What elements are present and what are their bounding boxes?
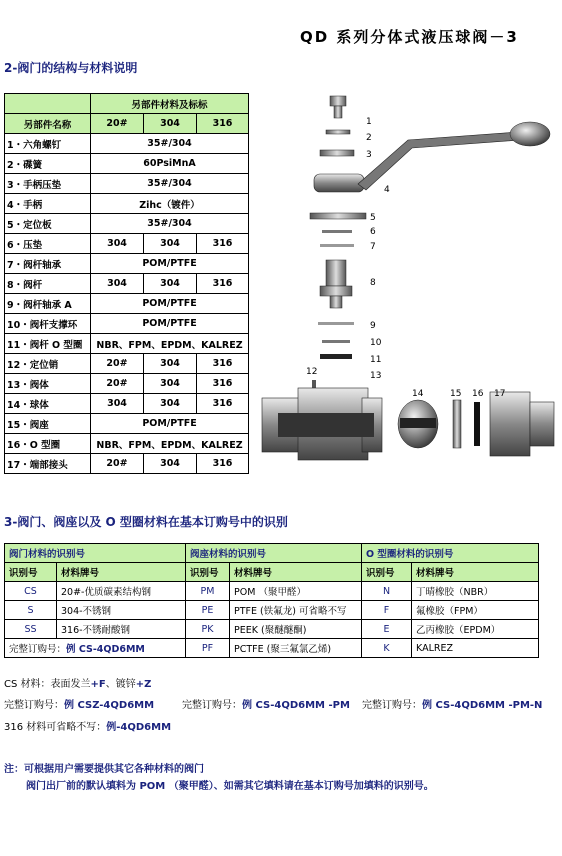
- diagram-label: 2: [366, 133, 372, 143]
- stem-support-ring-part: [322, 340, 350, 343]
- part-name: 17・端部接头: [5, 454, 91, 474]
- part-material: 20#: [91, 374, 144, 394]
- part-name: 5・定位板: [5, 214, 91, 234]
- diagram-label: 17: [494, 389, 506, 399]
- table-row: [5, 334, 249, 354]
- diagram-label: 5: [370, 213, 376, 223]
- diagram-label: 16: [472, 389, 484, 399]
- diagram-label: 15: [450, 389, 462, 399]
- part-name: 4・手柄: [5, 194, 91, 214]
- table-row: [5, 194, 249, 214]
- code-cell: N: [362, 582, 412, 601]
- part-material: POM/PTFE: [91, 254, 249, 274]
- diagram-label: 6: [370, 227, 376, 237]
- oring-part: [474, 402, 480, 446]
- part-name: 12・定位销: [5, 354, 91, 374]
- part-material: 35#/304: [91, 174, 249, 194]
- part-material: 304: [144, 374, 197, 394]
- group-header: O 型圈材料的识别号: [362, 544, 539, 563]
- group-header: 阀门材料的识别号: [5, 544, 186, 563]
- end-connector-part: [490, 392, 554, 456]
- part-name: 8・阀杆: [5, 274, 91, 294]
- part-name: 3・手柄压垫: [5, 174, 91, 194]
- part-material: 304: [144, 274, 197, 294]
- part-material: POM/PTFE: [91, 294, 249, 314]
- part-material: 316: [197, 354, 249, 374]
- part-material: 316: [197, 274, 249, 294]
- handle-pad-part: [320, 150, 354, 156]
- table-row: [5, 374, 249, 394]
- material-cell: 丁晴橡胶（NBR）: [412, 582, 539, 601]
- col-header: 20#: [91, 114, 144, 134]
- material-cell: 乙丙橡胶（EPDM）: [412, 620, 539, 639]
- hex-bolt-part: [330, 96, 346, 118]
- part-material: 316: [197, 454, 249, 474]
- part-material: 316: [197, 374, 249, 394]
- parts-material-table: [4, 93, 249, 474]
- position-plate-part: [310, 213, 366, 219]
- diagram-label: 11: [370, 355, 382, 365]
- part-material: 304: [144, 234, 197, 254]
- material-cell: 304-不锈钢: [57, 601, 186, 620]
- sub-header: 识别号: [186, 563, 230, 582]
- oring-code: K: [362, 639, 412, 658]
- diagram-label: 7: [370, 242, 376, 252]
- part-material: POM/PTFE: [91, 314, 249, 334]
- col-header: 另部件名称: [5, 114, 91, 134]
- part-material: 35#/304: [91, 134, 249, 154]
- seat-part: [453, 400, 461, 448]
- valve-body-part: [262, 388, 382, 460]
- code-cell: PM: [186, 582, 230, 601]
- table-row: [5, 414, 249, 434]
- code-cell: S: [5, 601, 57, 620]
- table-row: [5, 274, 249, 294]
- part-name: 1・六角螺钉: [5, 134, 91, 154]
- table-row: [5, 294, 249, 314]
- sub-header: 识别号: [5, 563, 57, 582]
- diagram-label: 12: [306, 367, 318, 377]
- order-example-3: 完整订购号：例 CS-4QD6MM -PM-N: [362, 700, 543, 711]
- table-row: [5, 454, 249, 474]
- part-name: 16・O 型圈: [5, 434, 91, 454]
- part-material: 316: [197, 394, 249, 414]
- part-material: 20#: [91, 454, 144, 474]
- part-name: 7・阀杆轴承: [5, 254, 91, 274]
- order-label: 完整订购号：: [9, 644, 67, 655]
- sub-header: 材料牌号: [412, 563, 539, 582]
- table-row: [5, 254, 249, 274]
- diagram-label: 4: [384, 185, 390, 195]
- code-cell: E: [362, 620, 412, 639]
- part-material: NBR、FPM、EPDM、KALREZ: [91, 434, 249, 454]
- order-example-2: 完整订购号：例 CS-4QD6MM -PM: [182, 700, 350, 711]
- part-material: 20#: [91, 354, 144, 374]
- stem-oring-part: [320, 354, 352, 359]
- order-example-1: 完整订购号：例 CSZ-4QD6MM: [4, 700, 155, 711]
- cs-material-note: CS 材料：表面发兰+F、镀锌+Z: [4, 679, 152, 690]
- part-name: 6・压垫: [5, 234, 91, 254]
- page-title: QD 系列分体式液压球阀－3: [300, 28, 519, 46]
- part-material: 304: [91, 394, 144, 414]
- order-example: 例 CS-4QD6MM: [66, 644, 145, 655]
- table-row: [5, 394, 249, 414]
- table-row: [5, 601, 539, 620]
- material-cell: POM （聚甲醛）: [230, 582, 362, 601]
- part-material: 35#/304: [91, 214, 249, 234]
- identification-table: [4, 543, 539, 658]
- sub-header: 材料牌号: [230, 563, 362, 582]
- material-cell: 氟橡胶（FPM）: [412, 601, 539, 620]
- code-cell: CS: [5, 582, 57, 601]
- oring-material: KALREZ: [412, 639, 539, 658]
- table-row: [5, 354, 249, 374]
- part-name: 11・阀杆 O 型圈: [5, 334, 91, 354]
- group-header: 阀座材料的识别号: [186, 544, 362, 563]
- table-row: [5, 214, 249, 234]
- table-row: [5, 134, 249, 154]
- part-material: 304: [144, 454, 197, 474]
- table-row: [5, 314, 249, 334]
- diagram-label: 1: [366, 117, 372, 127]
- diagram-label: 9: [370, 321, 376, 331]
- part-material: 304: [91, 274, 144, 294]
- table-row: [5, 234, 249, 254]
- diagram-label: 10: [370, 338, 382, 348]
- spring-washer-part: [326, 130, 350, 134]
- material-cell: PEEK (聚醚醚酮): [230, 620, 362, 639]
- part-material: POM/PTFE: [91, 414, 249, 434]
- pad-part: [322, 230, 352, 233]
- sub-header: 材料牌号: [57, 563, 186, 582]
- table-row: [5, 434, 249, 454]
- diagram-label: 3: [366, 150, 372, 160]
- part-name: 2・碟簧: [5, 154, 91, 174]
- part-material: Zihc（镀件）: [91, 194, 249, 214]
- col-header: 304: [144, 114, 197, 134]
- material-cell: 316-不锈耐酸钢: [57, 620, 186, 639]
- part-name: 15・阀座: [5, 414, 91, 434]
- omit-note: 316 材料可省略不写：例-4QD6MM: [4, 722, 172, 733]
- part-material: 60PsiMnA: [91, 154, 249, 174]
- part-material: 304: [91, 234, 144, 254]
- diagram-label: 14: [412, 389, 424, 399]
- stem-bearing-part: [320, 244, 354, 247]
- part-material: 316: [197, 234, 249, 254]
- diagram-label: 13: [370, 371, 382, 381]
- material-cell: 20#-优质碳素结构钢: [57, 582, 186, 601]
- code-cell: PE: [186, 601, 230, 620]
- footnote-line-2: 阀门出厂前的默认填料为 POM （聚甲醛）、如需其它填料请在基本订购号加填料的识别号。: [26, 781, 434, 792]
- part-material: NBR、FPM、EPDM、KALREZ: [91, 334, 249, 354]
- table-row-order-example: [5, 639, 186, 658]
- valve-exploded-diagram: [258, 88, 558, 473]
- diagram-label: 8: [370, 278, 376, 288]
- seat-material: PCTFE (聚三氟氯乙烯): [230, 639, 362, 658]
- table-row: [5, 154, 249, 174]
- part-name: 10・阀杆支撑环: [5, 314, 91, 334]
- code-cell: PK: [186, 620, 230, 639]
- table-row: [5, 582, 539, 601]
- section-2-heading: 2-阀门的结构与材料说明: [4, 61, 138, 75]
- table-row: [5, 174, 249, 194]
- col-header: 316: [197, 114, 249, 134]
- part-name: 9・阀杆轴承 A: [5, 294, 91, 314]
- material-cell: PTFE (铁氟龙) 可省略不写: [230, 601, 362, 620]
- seat-code: PF: [186, 639, 230, 658]
- table-row: [5, 620, 539, 639]
- ball-part: [398, 400, 438, 448]
- stem-part: [320, 260, 352, 308]
- sub-header: 识别号: [362, 563, 412, 582]
- part-material: 304: [144, 394, 197, 414]
- stem-bearing-a-part: [318, 322, 354, 325]
- part-material: 304: [144, 354, 197, 374]
- code-cell: F: [362, 601, 412, 620]
- table-header-title: 另部件材料及标标: [91, 94, 249, 114]
- footnote-line-1: 注：可根据用户需要提供其它各种材料的阀门: [4, 764, 204, 775]
- code-cell: SS: [5, 620, 57, 639]
- part-name: 14・球体: [5, 394, 91, 414]
- section-3-heading: 3-阀门、阀座以及 O 型圈材料在基本订购号中的识别: [4, 515, 288, 529]
- part-name: 13・阀体: [5, 374, 91, 394]
